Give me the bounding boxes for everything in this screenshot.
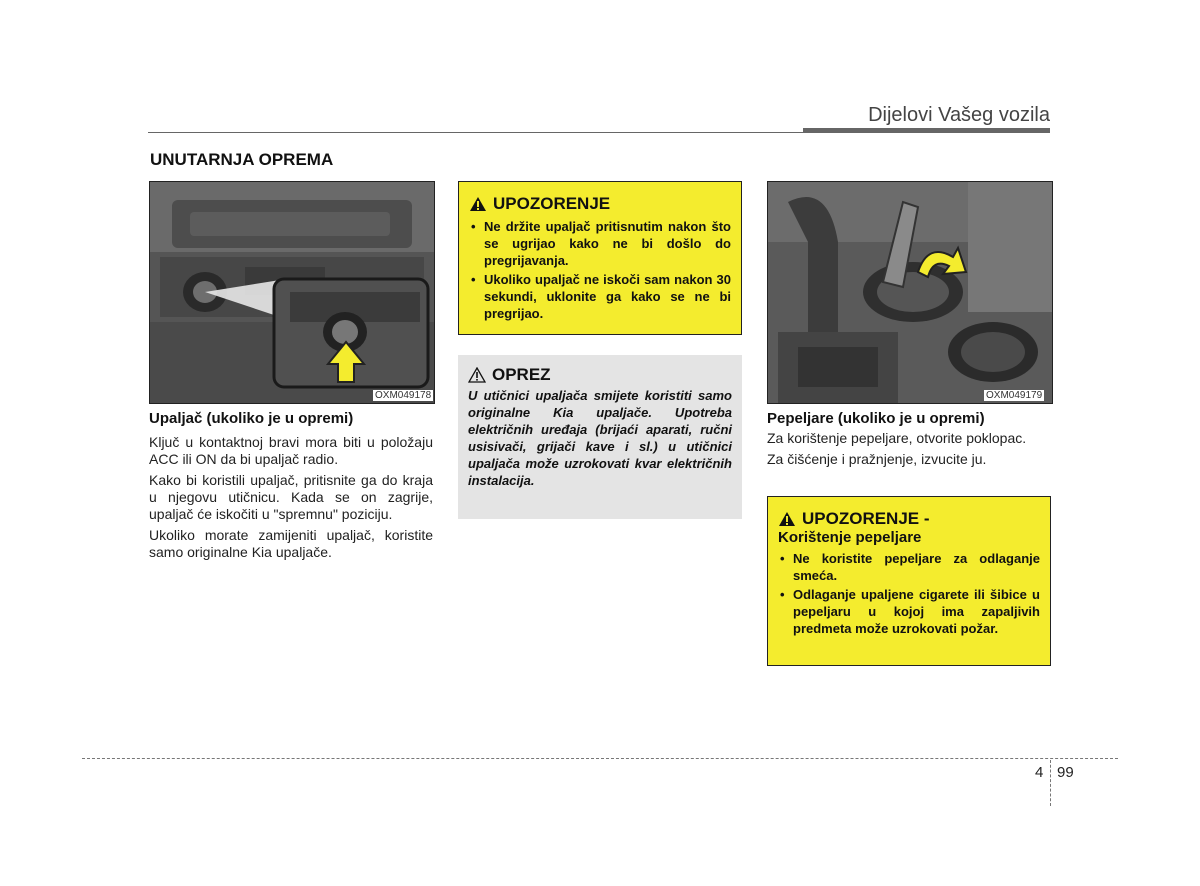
chapter-number: 4 bbox=[1035, 764, 1044, 781]
lighter-photo bbox=[149, 181, 435, 404]
lighter-text bbox=[149, 434, 433, 565]
ashtray-text bbox=[767, 430, 1051, 472]
lighter-subtitle: Upaljač (ukoliko je u opremi) bbox=[149, 410, 354, 427]
ashtray-warning-heading bbox=[778, 509, 1040, 529]
section-title: UNUTARNJA OPREMA bbox=[150, 150, 334, 169]
warning-item: • Ne držite upaljač pritisnutim nakon što se ugrijao kako ne bi došlo do pregrijavanja. bbox=[469, 218, 731, 269]
caution-text: U utičnici upaljača smijete koristiti samo originalne Kia upaljače. Upotreba električnih uređaja (brijaći aparati, ručni usisivači, grijači kave i sl.) u utičnici upaljača može uzrokovati kvar električnih instalacija. bbox=[468, 388, 732, 488]
caution-heading bbox=[468, 365, 732, 385]
lighter-illustration bbox=[150, 182, 434, 403]
warning-item: • Odlaganje upaljene cigarete ili šibice u pepeljaru u kojoj ima zapaljivih predmeta može uzrokovati požar. bbox=[778, 586, 1040, 637]
image-code: OXM049178 bbox=[375, 390, 432, 401]
warning-box bbox=[458, 181, 742, 335]
footer-rule bbox=[82, 758, 1118, 759]
ashtray-photo bbox=[767, 181, 1053, 404]
lighter-paragraph-3: Ukoliko morate zamijeniti upaljač, koristite samo originalne Kia upaljače. bbox=[149, 527, 433, 560]
ashtray-warning-box bbox=[767, 496, 1051, 666]
lighter-paragraph-2: Kako bi koristili upaljač, pritisnite ga do kraja u njegovu utičnicu. Kada se on zagrije, upaljač će iskočiti u "spremnu" poziciju. bbox=[149, 472, 433, 522]
ashtray-paragraph-2: Za čišćenje i pražnjenje, izvucite ju. bbox=[767, 451, 987, 467]
ashtray-illustration bbox=[768, 182, 1052, 403]
warning-item: • Ukoliko upaljač ne iskoči sam nakon 30 sekundi, uklonite ga kako se ne bi pregrijao. bbox=[469, 271, 731, 322]
lighter-paragraph-1: Ključ u kontaktnoj bravi mora biti u položaju ACC ili ON da bi upaljač radio. bbox=[149, 434, 433, 467]
caution-title: OPREZ bbox=[492, 365, 551, 384]
caution-triangle-icon bbox=[468, 367, 486, 383]
ashtray-warning-list bbox=[778, 550, 1040, 637]
warning-item: • Ne koristite pepeljare za odlaganje smeća. bbox=[778, 550, 1040, 584]
image-code: OXM049179 bbox=[986, 390, 1043, 401]
warning-triangle-icon bbox=[778, 511, 796, 527]
warning-list bbox=[469, 218, 731, 322]
ashtray-subtitle: Pepeljare (ukoliko je u opremi) bbox=[767, 410, 985, 427]
page-number: 99 bbox=[1057, 764, 1074, 781]
warning-heading bbox=[469, 194, 731, 214]
warning-title: UPOZORENJE bbox=[493, 194, 611, 213]
header-bar bbox=[803, 128, 1050, 133]
ashtray-warning-subtitle: Korištenje pepeljare bbox=[778, 529, 922, 546]
warning-triangle-icon bbox=[469, 196, 487, 212]
ashtray-warning-title: UPOZORENJE - bbox=[802, 509, 930, 528]
ashtray-paragraph-1: Za korištenje pepeljare, otvorite poklopac. bbox=[767, 430, 1027, 446]
running-header: Dijelovi Vašeg vozila bbox=[868, 104, 1050, 126]
caution-box bbox=[458, 355, 742, 519]
footer-divider bbox=[1050, 760, 1051, 806]
